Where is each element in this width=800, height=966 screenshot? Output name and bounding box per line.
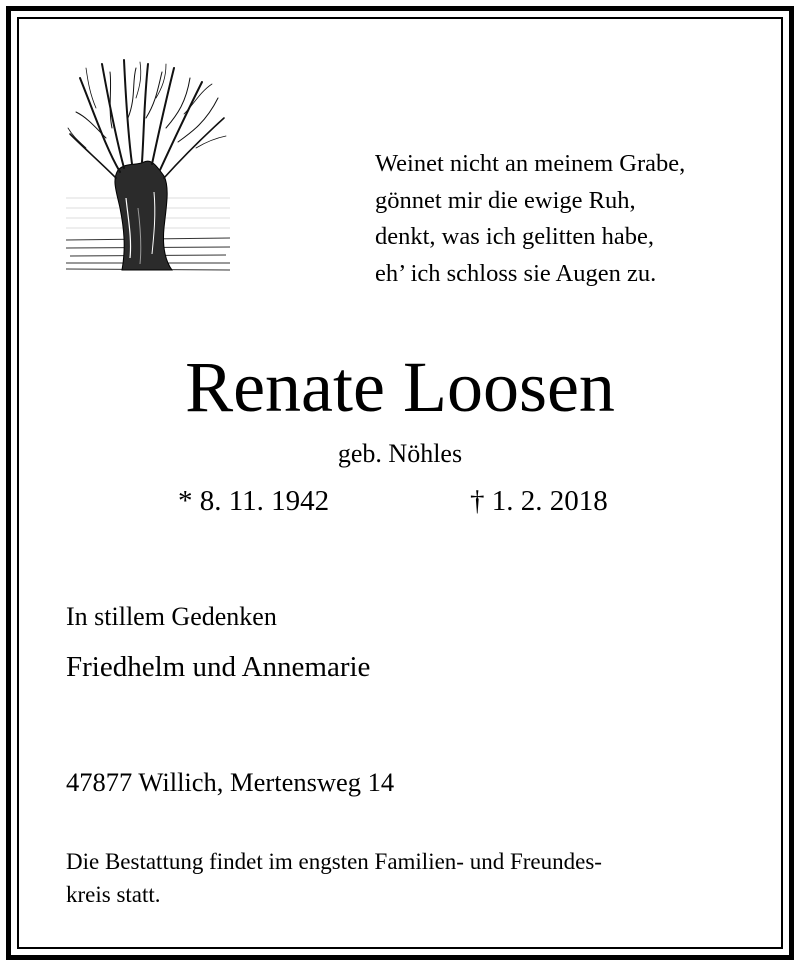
poem-line: Weinet nicht an meinem Grabe, (375, 150, 686, 177)
funeral-note-line: kreis statt. (66, 881, 161, 907)
maiden-name: geb. Nöhles (337, 439, 463, 468)
funeral-note (66, 846, 746, 911)
mourner-names: Friedhelm und Annemarie (66, 651, 371, 683)
mourner-address: 47877 Willich, Mertensweg 14 (66, 767, 395, 797)
poem-verse (375, 146, 775, 292)
willow-tree-icon (66, 58, 230, 274)
poem-line: eh’ ich schloss sie Augen zu. (375, 259, 657, 287)
death-date: † 1. 2. 2018 (470, 485, 608, 517)
deceased-name: Renate Loosen (185, 347, 615, 427)
memory-intro: In stillem Gedenken (66, 602, 277, 631)
poem-line: denkt, was ich gelitten habe, (375, 223, 654, 250)
funeral-note-line: Die Bestattung findet im engsten Familien- und Freundes- (66, 849, 602, 874)
poem-line: gönnet mir die ewige Ruh, (375, 186, 636, 214)
birth-date: * 8. 11. 1942 (178, 485, 330, 517)
